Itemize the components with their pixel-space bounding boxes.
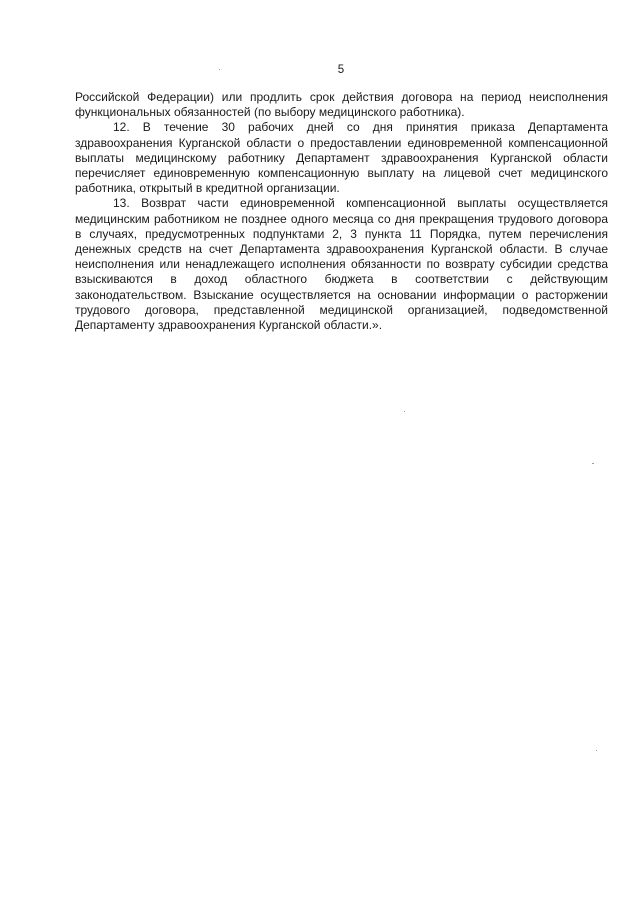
paragraph-continuation: Российской Федерации) или продлить срок действия договора на период неисполнения функциональных обязанностей (по выбору медицинского работника). [75,90,608,120]
scan-speck [219,69,220,70]
scan-speck [404,411,405,412]
body-text [75,90,608,333]
paragraph-item-12: 12. В течение 30 рабочих дней со дня принятия приказа Департамента здравоохранения Курганской области о предоставлении единовременной компенсационной выплаты медицинскому работнику Департамент здравоохранения Курганской области перечисляет единовременную компенсационную выплату на лицевой счет медицинского работника, открытый в кредитной организации. [75,120,608,196]
scan-speck [596,750,597,751]
page-number: 5 [337,64,345,76]
paragraph-item-13: 13. Возврат части единовременной компенсационной выплаты осуществляется медицинским работником не позднее одного месяца со дня прекращения трудового договора в случаях, предусмотренных подпунктами 2, 3 пункта 11 Порядка, путем перечисления денежных средств на счет Департамента здравоохранения Курганской области. В случае неисполнения или ненадлежащего исполнения обязанности по возврату субсидии средства взыскиваются в доход областного бюджета в соответствии с действующим законодательством. Взыскание осуществляется на основании информации о расторжении трудового договора, представленной медицинской организацией, подведомственной Департаменту здравоохранения Курганской области.». [75,196,608,333]
scan-speck [592,463,594,464]
